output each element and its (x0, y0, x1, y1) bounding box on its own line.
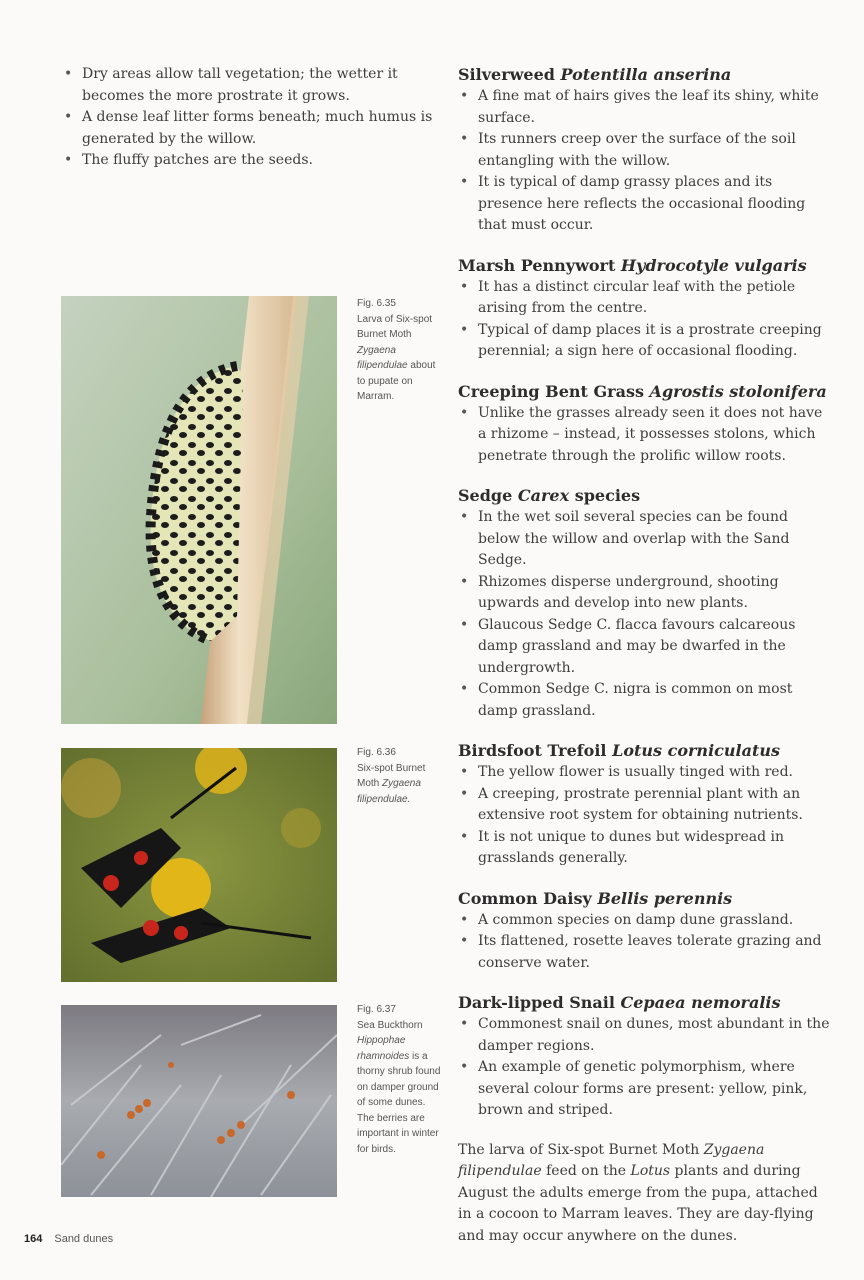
species-section (458, 64, 830, 237)
species-bullet: • Its runners creep over the surface of the soil entangling with the willow. (458, 129, 830, 172)
latin-name: Lotus corniculatus (612, 741, 780, 760)
caption-text: is a thorny shrub found on damper ground of some dunes. The berries are important in winter for birds. (357, 1050, 441, 1155)
species-bullet: • It is not unique to dunes but widespread in grasslands generally. (458, 827, 830, 870)
common-name: Common Daisy (458, 888, 592, 908)
species-section (458, 992, 830, 1122)
species-bullet: • Its flattened, rosette leaves tolerate grazing and conserve water. (458, 931, 830, 974)
closing-latin: Zygaena filipendulae (458, 1141, 765, 1179)
common-name: Birdsfoot Trefoil (458, 741, 607, 760)
figure-larva (61, 296, 337, 724)
species-heading (458, 381, 830, 403)
species-heading (458, 740, 830, 762)
sea-buckthorn-photo (61, 1005, 337, 1197)
caption-text: Larva of Six-spot Burnet Moth (357, 313, 433, 340)
closing-text: feed on the (541, 1163, 631, 1179)
closing-text: The larva of Six-spot Burnet Moth (458, 1141, 704, 1158)
intro-bullet: • Dry areas allow tall vegetation; the wetter it becomes the more prostrate it grows. (62, 64, 438, 107)
figure-label: Fig. 6.35 (357, 298, 396, 309)
caption-text: Six-spot Burnet Moth (357, 762, 426, 789)
common-name: Creeping Bent Grass (458, 381, 644, 401)
figure-caption-6-36 (357, 745, 441, 807)
species-bullet: • Unlike the grasses already seen it does not have a rhizome – instead, it possesses stolons, which penetrate through the prolific willow roots. (458, 403, 830, 468)
figure-caption-6-35 (357, 296, 441, 405)
figure-label: Fig. 6.36 (357, 747, 396, 758)
intro-bullets (62, 64, 438, 172)
figure-label: Fig. 6.37 (357, 1004, 396, 1015)
species-heading (458, 888, 830, 910)
latin-name: Cepaea nemoralis (620, 993, 781, 1012)
intro-bullet: • The fluffy patches are the seeds. (62, 150, 438, 172)
species-section (458, 485, 830, 722)
species-section (458, 888, 830, 975)
species-section (458, 381, 830, 468)
species-bullet: • In the wet soil several species can be found below the willow and overlap with the Sand Sedge. (458, 507, 830, 572)
latin-name: Hydrocotyle vulgaris (620, 255, 807, 275)
figure-caption-6-37 (357, 1002, 441, 1157)
page-footer (24, 1233, 113, 1245)
closing-latin: Lotus (630, 1163, 671, 1179)
figure-sea-buckthorn (61, 1005, 337, 1197)
caption-latin: Zygaena filipendulae (357, 344, 408, 371)
species-bullet: • The yellow flower is usually tinged with red. (458, 762, 830, 784)
species-suffix: species (574, 486, 641, 505)
larva-photo (61, 296, 337, 724)
species-bullet: • It is typical of damp grassy places and its presence here reflects the occasional flooding that must occur. (458, 172, 830, 237)
species-section (458, 255, 830, 363)
caption-text: Sea Buckthorn (357, 1019, 423, 1031)
species-bullet: • Typical of damp places it is a prostrate creeping perennial; a sign here of occasional flooding. (458, 320, 830, 363)
species-bullet: • It has a distinct circular leaf with the petiole arising from the centre. (458, 277, 830, 320)
figure-moth (61, 748, 337, 982)
species-bullet: • Commonest snail on dunes, most abundant in the damper regions. (458, 1014, 830, 1057)
running-title: Sand dunes (54, 1233, 114, 1245)
intro-bullet: • A dense leaf litter forms beneath; much humus is generated by the willow. (62, 107, 438, 150)
species-section (458, 740, 830, 870)
closing-paragraph (458, 1140, 830, 1248)
species-bullet: • Common Sedge C. nigra is common on most damp grassland. (458, 679, 830, 722)
page-number: 164 (24, 1233, 43, 1245)
species-heading (458, 485, 830, 507)
species-bullet: • A creeping, prostrate perennial plant with an extensive root system for obtaining nutrients. (458, 784, 830, 827)
species-bullet: • A common species on damp dune grassland. (458, 910, 830, 932)
caption-text: about to pupate on Marram. (357, 360, 436, 402)
latin-name: Potentilla anserina (560, 65, 732, 84)
caption-latin: Zygaena filipendulae. (357, 778, 421, 805)
latin-name: Bellis perennis (597, 888, 733, 908)
species-heading (458, 992, 830, 1014)
species-list (458, 64, 830, 1247)
species-heading (458, 64, 830, 86)
caption-latin: Hippophae rhamnoides (357, 1035, 410, 1062)
species-bullet: • An example of genetic polymorphism, where several colour forms are present: yellow, pink, brown and striped. (458, 1057, 830, 1122)
latin-name: Agrostis stolonifera (649, 381, 827, 401)
moth-photo (61, 748, 337, 982)
species-bullet: • Glaucous Sedge C. flacca favours calcareous damp grassland and may be dwarfed in the undergrowth. (458, 615, 830, 680)
latin-name: Carex (517, 486, 570, 505)
common-name: Dark-lipped Snail (458, 993, 615, 1012)
common-name: Marsh Pennywort (458, 255, 616, 275)
species-bullet: • Rhizomes disperse underground, shooting upwards and develop into new plants. (458, 572, 830, 615)
species-heading (458, 255, 830, 277)
common-name: Sedge (458, 486, 513, 505)
closing-text: plants and during August the adults emerge from the pupa, attached in a cocoon to Marram leaves. They are day-flying and may occur anywhere on the dunes. (458, 1163, 818, 1244)
species-bullet: • A fine mat of hairs gives the leaf its shiny, white surface. (458, 86, 830, 129)
common-name: Silverweed (458, 65, 555, 84)
